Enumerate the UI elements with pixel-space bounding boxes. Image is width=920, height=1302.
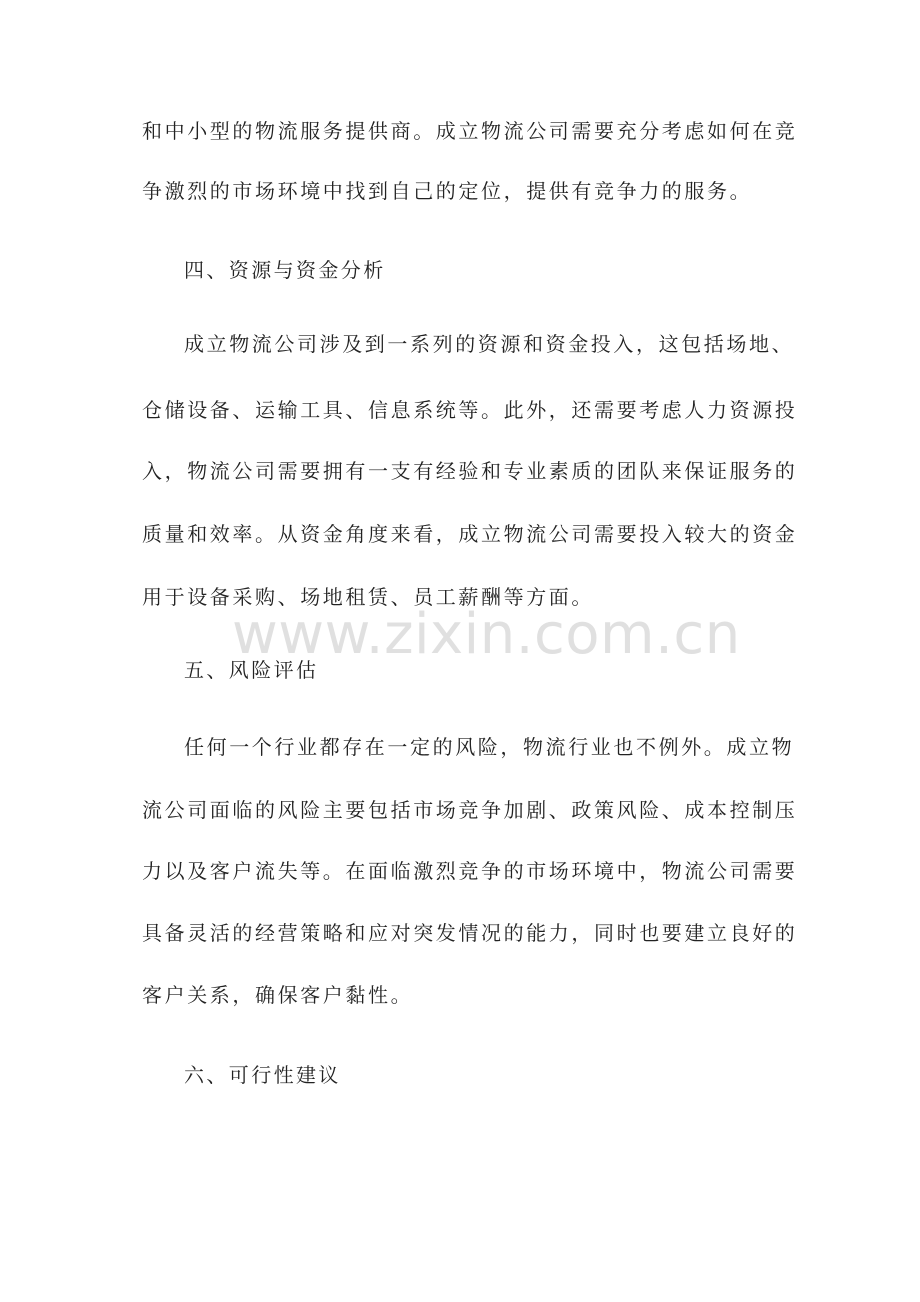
- section-heading-feasibility: 六、可行性建议: [184, 1063, 341, 1087]
- paragraph-2-line-4: 质量和效率。从资金角度来看，成立物流公司需要投入较大的资金: [142, 522, 798, 546]
- paragraph-3-line-3: 力以及客户流失等。在面临激烈竞争的市场环境中，物流公司需要: [142, 859, 798, 883]
- paragraph-1-line-2: 争激烈的市场环境中找到自己的定位，提供有竞争力的服务。: [142, 179, 753, 203]
- section-heading-resources: 四、资源与资金分析: [184, 258, 386, 282]
- paragraph-3-line-2: 流公司面临的风险主要包括市场竞争加剧、政策风险、成本控制压: [142, 798, 798, 822]
- paragraph-2-line-3: 入，物流公司需要拥有一支有经验和专业素质的团队来保证服务的: [142, 459, 798, 483]
- paragraph-2-line-5: 用于设备采购、场地租赁、员工薪酬等方面。: [142, 585, 594, 609]
- paragraph-1-line-1: 和中小型的物流服务提供商。成立物流公司需要充分考虑如何在竞: [142, 119, 798, 143]
- section-heading-risk: 五、风险评估: [184, 658, 319, 682]
- paragraph-2-line-2: 仓储设备、运输工具、信息系统等。此外，还需要考虑人力资源投: [142, 398, 798, 422]
- paragraph-3-line-5: 客户关系，确保客户黏性。: [142, 983, 414, 1007]
- paragraph-3-line-4: 具备灵活的经营策略和应对突发情况的能力，同时也要建立良好的: [142, 921, 798, 945]
- paragraph-2-line-1: 成立物流公司涉及到一系列的资源和资金投入，这包括场地、: [184, 332, 795, 356]
- paragraph-3-line-1: 任何一个行业都存在一定的风险，物流行业也不例外。成立物: [184, 735, 795, 759]
- watermark: www.zixin.com.cn: [232, 602, 741, 667]
